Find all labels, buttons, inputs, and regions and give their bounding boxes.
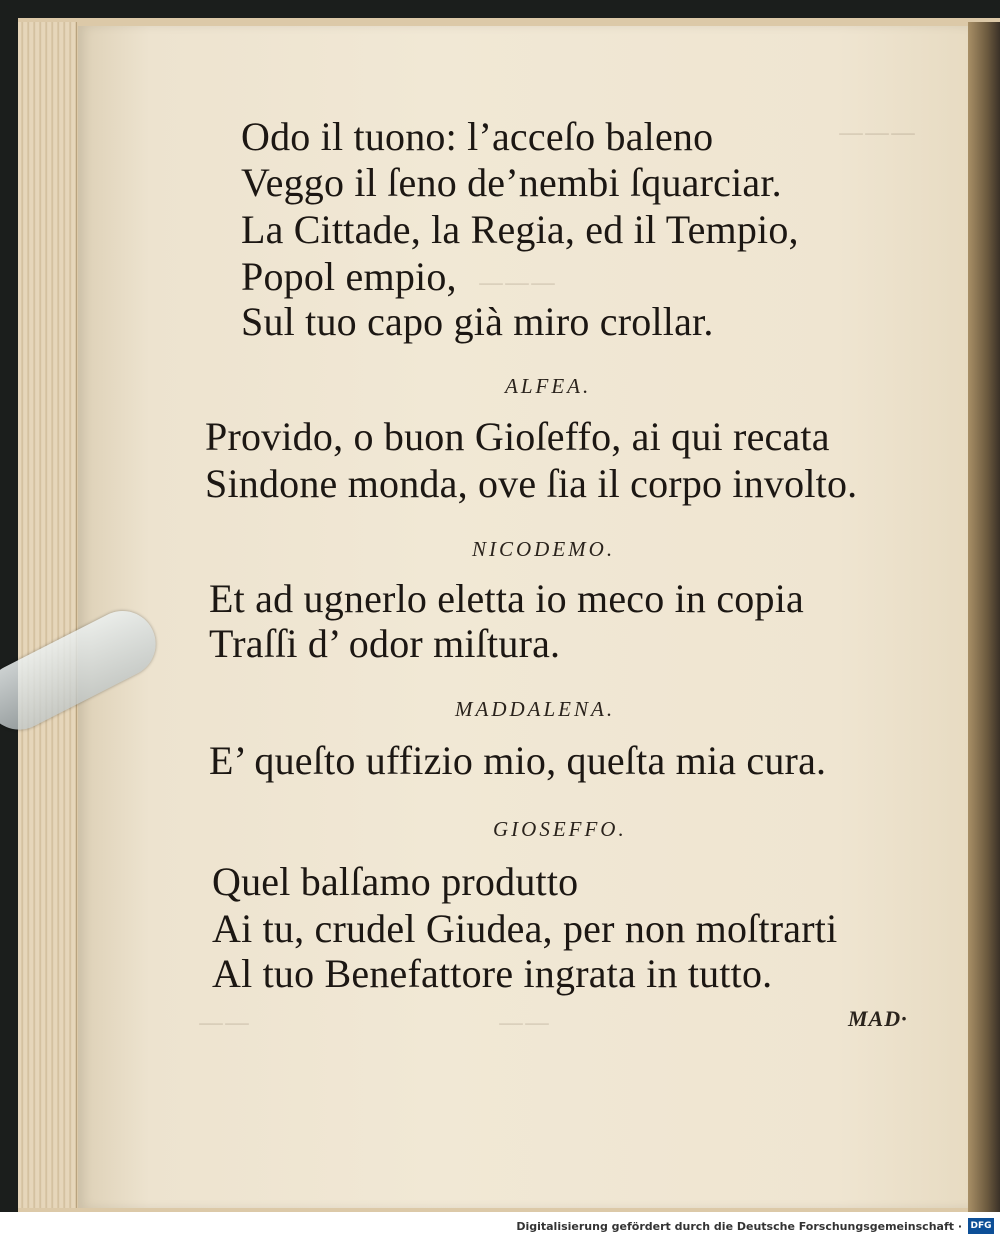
speaker-name: MADDALENA. bbox=[455, 697, 616, 721]
speaker-name: NICODEMO. bbox=[472, 537, 616, 561]
catchword: MAD· bbox=[848, 1006, 908, 1031]
verse-line: Et ad ugnerlo eletta io meco in copia bbox=[209, 576, 804, 621]
verse-line: Traſſi d’ odor miſtura. bbox=[209, 621, 561, 666]
verse-line: Sindone monda, ove ſia il corpo involto. bbox=[205, 461, 858, 506]
footer-bar bbox=[0, 1212, 1000, 1242]
funding-credit: Digitalisierung gefördert durch die Deutsche Forschungsgemeinschaft · bbox=[516, 1220, 962, 1233]
verse-line: Veggo il ſeno de’nembi ſquarciar. bbox=[241, 160, 782, 205]
verse-line: La Cittade, la Regia, ed il Tempio, bbox=[241, 207, 799, 252]
verse-line: E’ queſto uffizio mio, queſta mia cura. bbox=[209, 738, 827, 783]
bleed-through-text: —— bbox=[198, 1008, 250, 1038]
speaker-name: GIOSEFFO. bbox=[493, 817, 627, 841]
verse-line: Popol empio, bbox=[241, 254, 457, 299]
speaker-name: ALFEA. bbox=[505, 374, 592, 398]
bleed-through-text: ——— bbox=[838, 118, 916, 148]
verse-line: Ai tu, crudel Giudea, per non moſtrarti bbox=[212, 906, 838, 951]
bleed-through-text: ——— bbox=[478, 268, 556, 298]
verse-line: Provido, o buon Gioſeffo, ai qui recata bbox=[205, 414, 830, 459]
bleed-through-text: —— bbox=[498, 1008, 550, 1038]
verse-line: Odo il tuono: l’acceſo baleno bbox=[241, 114, 714, 159]
verse-line: Al tuo Benefattore ingrata in tutto. bbox=[212, 951, 773, 996]
verse-line: Quel balſamo produtto bbox=[212, 859, 579, 904]
verse-line: Sul tuo capo già miro crollar. bbox=[241, 299, 714, 344]
dfg-logo-icon: DFG bbox=[968, 1218, 994, 1234]
